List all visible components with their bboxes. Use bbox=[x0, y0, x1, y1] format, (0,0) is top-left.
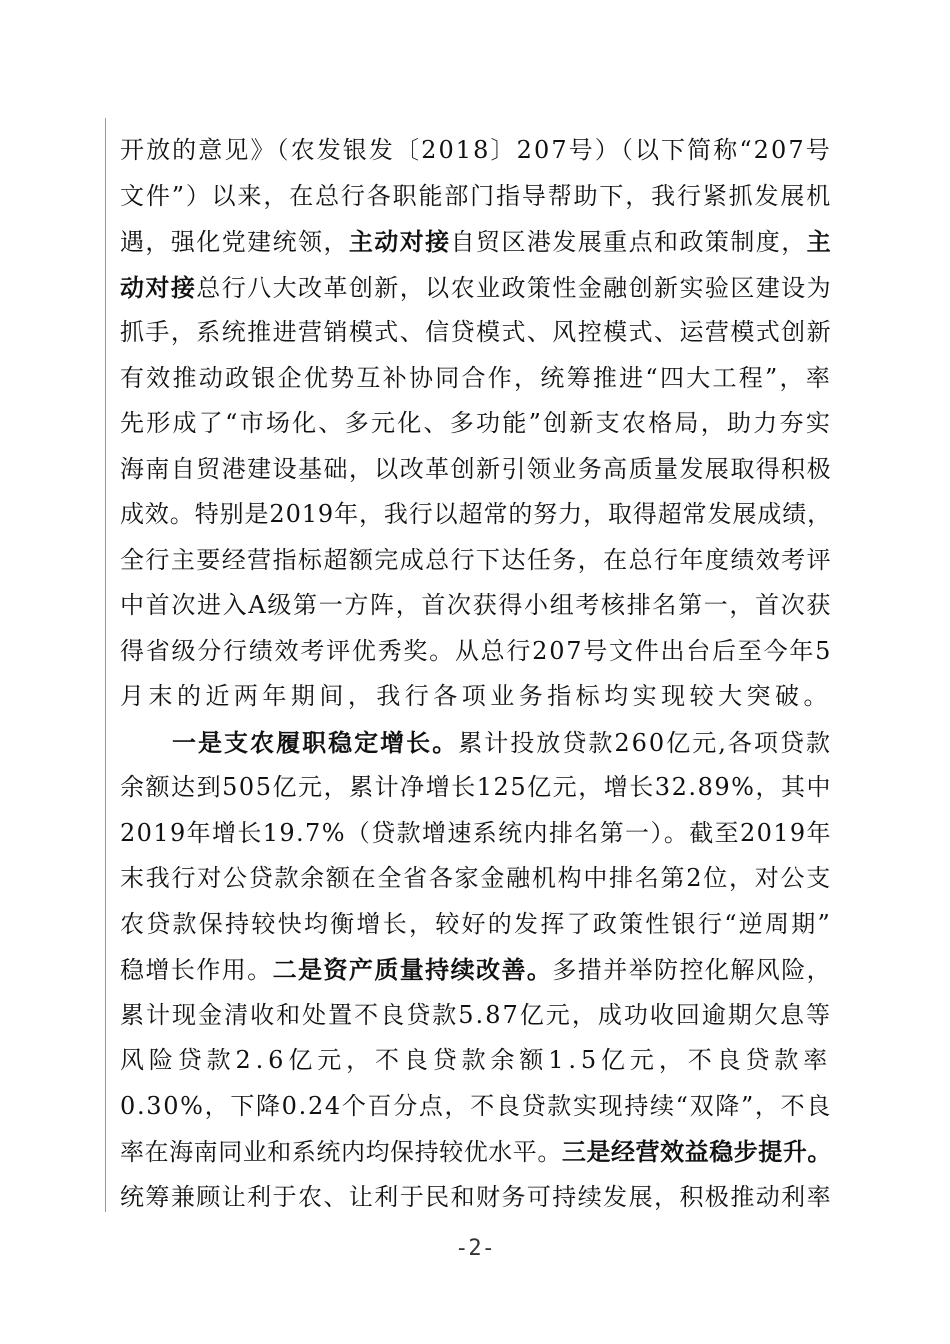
text-segment: 农贷款保持较快均衡增长，较好的发挥了政策性银行“逆周期” bbox=[120, 909, 833, 938]
text-segment: 中首次进入A级第一方阵，首次获得小组考核排名第一，首次获 bbox=[120, 591, 833, 619]
text-segment: 风险贷款2.6亿元，不良贷款余额1.5亿元，不良贷款率 bbox=[120, 1046, 833, 1074]
text-segment: 抓手，系统推进营销模式、信贷模式、风控模式、运营模式创新 bbox=[120, 318, 833, 346]
text-line bbox=[120, 1175, 832, 1221]
text-line bbox=[120, 993, 832, 1039]
text-segment: 全行主要经营指标超额完成总行下达任务，在总行年度绩效考评 bbox=[120, 545, 833, 574]
text-segment: 2019年增长19.7%（贷款增速系统内排名第一）。截至2019年 bbox=[120, 818, 832, 847]
text-line bbox=[120, 1038, 832, 1084]
text-line bbox=[120, 902, 832, 948]
text-line bbox=[120, 1084, 832, 1130]
binding-margin-line bbox=[105, 118, 106, 1212]
text-segment: 开放的意见》（农发银发〔2018〕207号）（以下简称“207号 bbox=[120, 136, 832, 164]
text-segment: 累计现金清收和处置不良贷款5.87亿元，成功收回逾期欠息等 bbox=[120, 1000, 833, 1029]
text-line bbox=[120, 128, 832, 174]
text-line bbox=[120, 629, 832, 675]
text-line bbox=[120, 856, 832, 902]
text-line bbox=[120, 219, 832, 265]
text-segment: 月末的近两年期间，我行各项业务指标均实现较大突破。 bbox=[120, 682, 832, 710]
text-line bbox=[120, 265, 832, 311]
text-line bbox=[120, 811, 832, 857]
text-line bbox=[120, 947, 832, 993]
text-segment: 文件”）以来，在总行各职能部门指导帮助下，我行紧抓发展机 bbox=[120, 181, 833, 210]
page-number: -2- bbox=[455, 1236, 495, 1261]
text-line bbox=[120, 1129, 832, 1175]
text-segment: 余额达到505亿元，累计净增长125亿元，增长32.89%，其中 bbox=[120, 773, 833, 801]
text-segment: 成效。特别是2019年，我行以超常的努力，取得超常发展成绩， bbox=[120, 500, 833, 528]
bold-text-segment: 三是经营效益稳步提升。 bbox=[561, 1137, 832, 1166]
text-segment: 有效推动政银企优势互补协同合作，统筹推进“四大工程”，率 bbox=[120, 363, 833, 392]
text-segment: 先形成了“市场化、多元化、多功能”创新支农格局，助力夯实 bbox=[120, 409, 833, 437]
bold-text-segment: 主动对接 bbox=[348, 227, 451, 256]
text-segment: 统筹兼顾让利于农、让利于民和财务可持续发展，积极推动利率 bbox=[120, 1182, 833, 1211]
text-segment: 得省级分行绩效考评优秀奖。从总行207号文件出台后至今年5 bbox=[120, 636, 833, 665]
text-segment: 多措并举防控化解风险， bbox=[552, 956, 833, 984]
text-segment: 末我行对公贷款余额在全省各家金融机构中排名第2位，对公支 bbox=[120, 864, 832, 892]
bold-text-segment: 一是支农履职稳定增长。 bbox=[172, 727, 459, 757]
text-line bbox=[120, 538, 832, 584]
text-line bbox=[120, 674, 832, 720]
text-segment: 累计投放贷款260亿元,各项贷款 bbox=[458, 728, 832, 757]
text-segment: 海南自贸港建设基础，以改革创新引领业务高质量发展取得积极 bbox=[120, 454, 833, 483]
bold-text-segment: 动对接 bbox=[120, 272, 197, 302]
text-segment: 遇，强化党建统领， bbox=[120, 228, 349, 256]
text-line bbox=[120, 447, 832, 493]
text-segment: 0.30%，下降0.24个百分点，不良贷款实现持续“双降”，不良 bbox=[120, 1091, 832, 1120]
text-line bbox=[120, 720, 832, 766]
document-body bbox=[120, 128, 832, 1220]
text-line bbox=[120, 174, 832, 220]
text-line bbox=[120, 492, 832, 538]
text-line bbox=[120, 310, 832, 356]
text-line bbox=[120, 765, 832, 811]
text-line bbox=[120, 401, 832, 447]
text-line bbox=[120, 583, 832, 629]
bold-text-segment: 主 bbox=[806, 227, 833, 256]
text-segment: 自贸区港发展重点和政策制度， bbox=[450, 228, 807, 256]
text-line bbox=[120, 356, 832, 402]
text-segment: 总行八大改革创新，以农业政策性金融创新实验区建设为 bbox=[196, 273, 833, 302]
text-segment: 稳增长作用。 bbox=[120, 956, 273, 984]
text-segment: 率在海南同业和系统内均保持较优水平。 bbox=[120, 1138, 562, 1166]
bold-text-segment: 二是资产质量持续改善。 bbox=[272, 955, 553, 984]
